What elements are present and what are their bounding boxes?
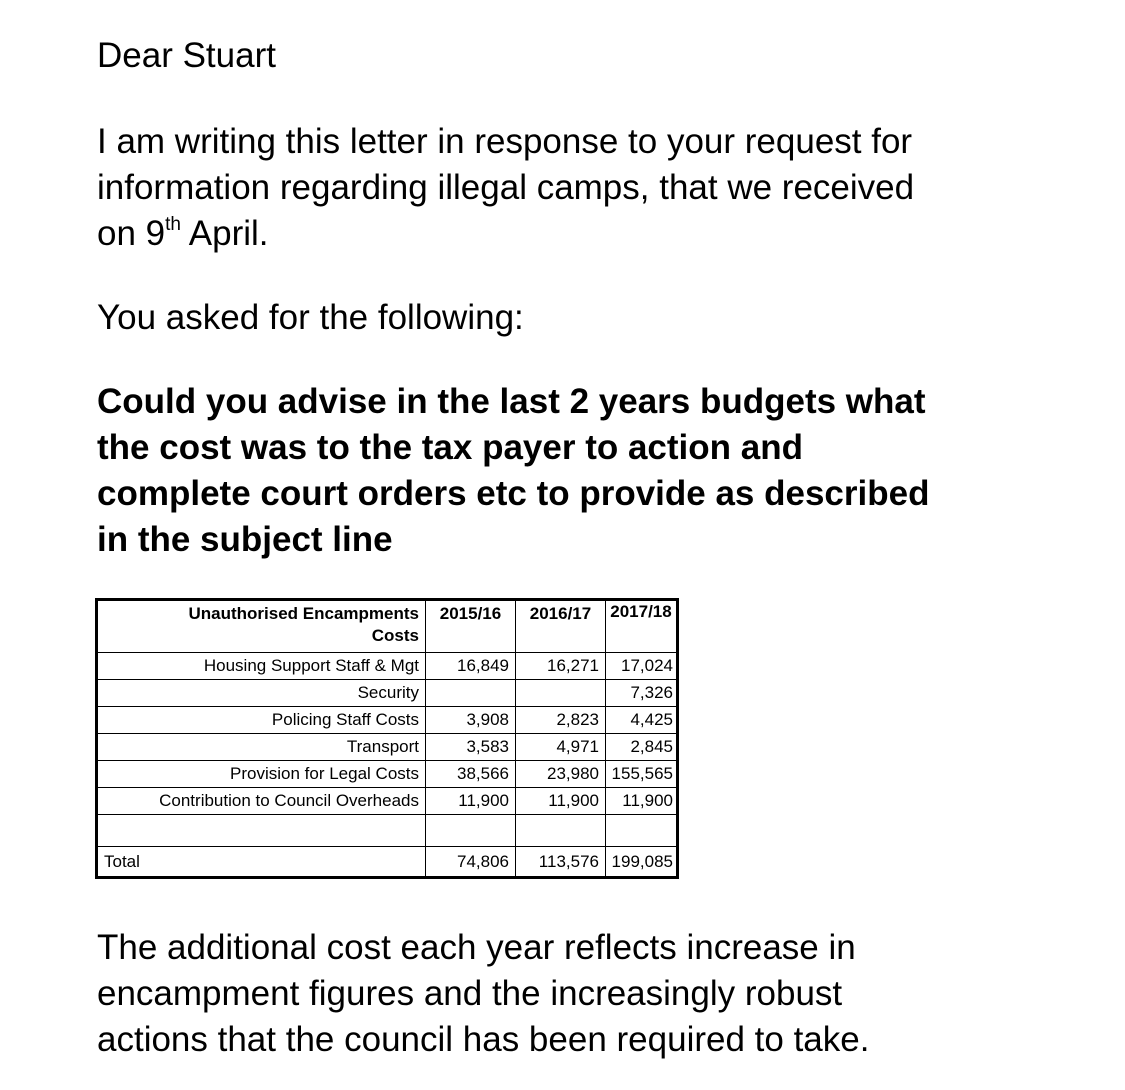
header-label-line-2: Costs: [371, 626, 419, 645]
closing-line-2: encampment figures and the increasingly robust: [97, 974, 843, 1013]
table-row: [98, 680, 677, 707]
intro-date-month: April.: [180, 214, 269, 253]
table-row: [98, 761, 677, 788]
table-row: [98, 788, 677, 815]
costs-table: [97, 600, 677, 877]
blank-cell: [516, 815, 606, 847]
row-value-2015: 3,908: [426, 707, 516, 734]
total-value-2015: 74,806: [426, 847, 516, 877]
row-label: Provision for Legal Costs: [98, 761, 426, 788]
header-label-cell: [98, 601, 426, 653]
blank-cell: [606, 815, 677, 847]
row-value-2016: 2,823: [516, 707, 606, 734]
question-line-4: in the subject line: [97, 520, 393, 559]
intro-line-1: I am writing this letter in response to your request for: [97, 122, 913, 161]
row-value-2017: 11,900: [606, 788, 677, 815]
closing-line-1: The additional cost each year reflects increase in: [97, 928, 856, 967]
row-value-2017: 2,845: [606, 734, 677, 761]
intro-line-2: information regarding illegal camps, that we received: [97, 168, 915, 207]
table-row: [98, 653, 677, 680]
question-paragraph: [97, 379, 1107, 563]
row-value-2017: 7,326: [606, 680, 677, 707]
question-line-1: Could you advise in the last 2 years budgets what: [97, 382, 926, 421]
table-total-row: [98, 847, 677, 877]
blank-cell: [426, 815, 516, 847]
question-line-2: the cost was to the tax payer to action and: [97, 428, 803, 467]
row-label: Security: [98, 680, 426, 707]
row-value-2016: 23,980: [516, 761, 606, 788]
row-label: Contribution to Council Overheads: [98, 788, 426, 815]
row-value-2017: 155,565: [606, 761, 677, 788]
row-value-2017: 17,024: [606, 653, 677, 680]
row-value-2015: 38,566: [426, 761, 516, 788]
table-blank-row: [98, 815, 677, 847]
blank-cell: [98, 815, 426, 847]
total-value-2017: 199,085: [606, 847, 677, 877]
header-year-3: 2017/18: [606, 601, 677, 653]
row-label: Policing Staff Costs: [98, 707, 426, 734]
table-row: [98, 707, 677, 734]
row-value-2015: 11,900: [426, 788, 516, 815]
row-value-2015: 3,583: [426, 734, 516, 761]
intro-line-3: [97, 211, 1097, 257]
row-value-2016: 4,971: [516, 734, 606, 761]
row-value-2017: 4,425: [606, 707, 677, 734]
total-value-2016: 113,576: [516, 847, 606, 877]
salutation: Dear Stuart: [97, 36, 276, 75]
table-header-row: [98, 601, 677, 653]
closing-line-3: actions that the council has been required to take.: [97, 1020, 870, 1059]
row-value-2016: 16,271: [516, 653, 606, 680]
header-label-line-1: Unauthorised Encampments: [188, 604, 419, 623]
ordinal-suffix: th: [165, 214, 181, 235]
intro-date-prefix: on 9: [97, 214, 166, 253]
question-line-3: complete court orders etc to provide as described: [97, 474, 930, 513]
row-label: Housing Support Staff & Mgt: [98, 653, 426, 680]
total-label: Total: [98, 847, 426, 877]
row-value-2015: [426, 680, 516, 707]
row-value-2015: 16,849: [426, 653, 516, 680]
intro-paragraph: [97, 119, 1097, 257]
table-row: [98, 734, 677, 761]
asked-paragraph: You asked for the following:: [97, 298, 524, 337]
header-year-2: 2016/17: [516, 601, 606, 653]
header-year-1: 2015/16: [426, 601, 516, 653]
row-value-2016: [516, 680, 606, 707]
row-label: Transport: [98, 734, 426, 761]
closing-paragraph: [97, 925, 1097, 1063]
row-value-2016: 11,900: [516, 788, 606, 815]
